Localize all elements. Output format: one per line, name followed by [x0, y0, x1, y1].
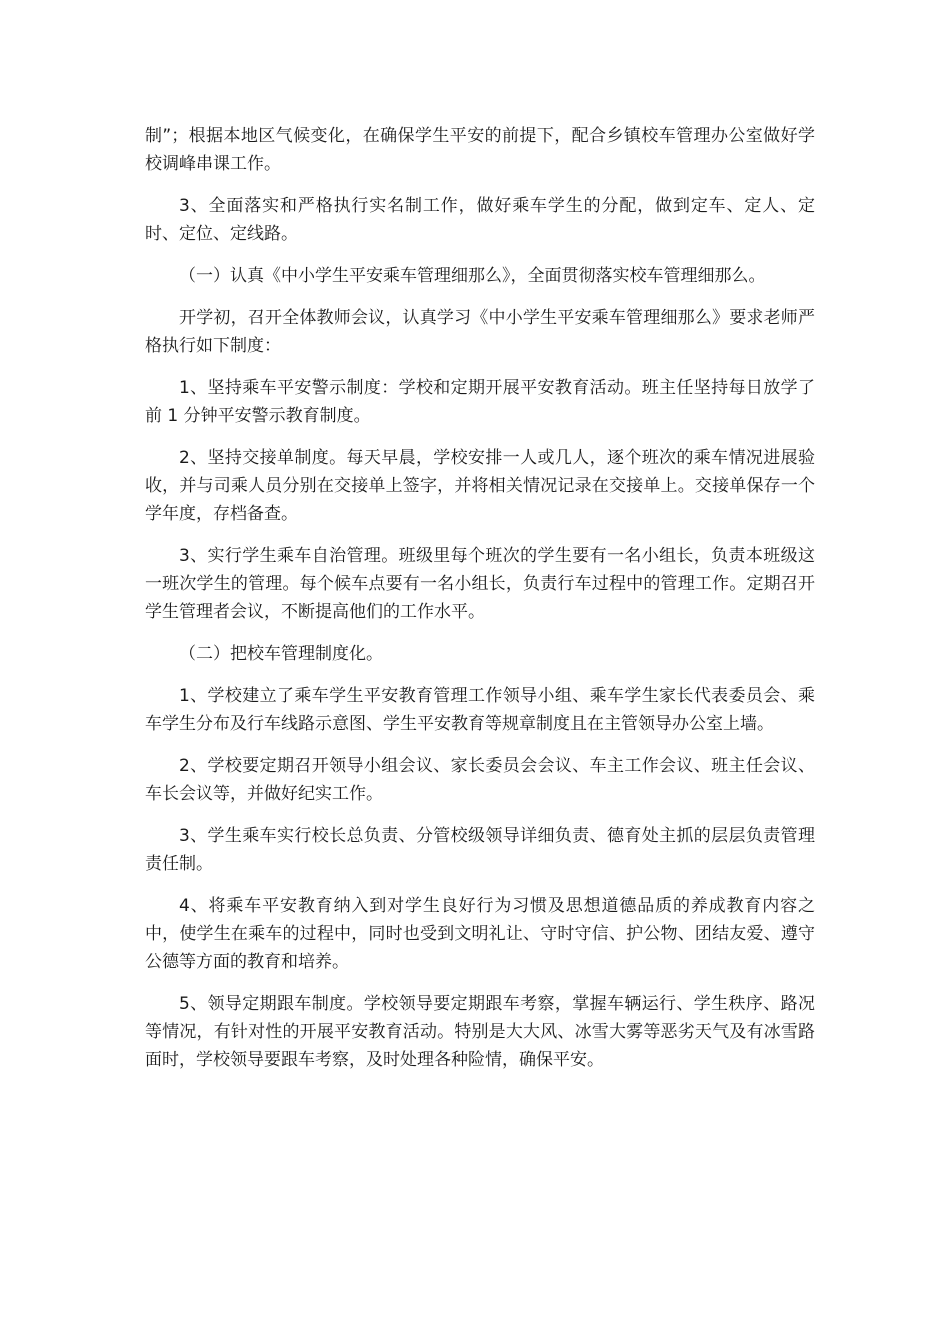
- paragraph-teacher-meeting: 开学初，召开全体教师会议，认真学习《中小学生平安乘车管理细那么》要求老师严格执行如下制度：: [145, 308, 815, 356]
- paragraph-continuation: 制”；根据本地区气候变化，在确保学生平安的前提下，配合乡镇校车管理办公室做好学校调峰串课工作。: [145, 126, 815, 174]
- paragraph-safety-education: 4、将乘车平安教育纳入到对学生良好行为习惯及思想道德品质的养成教育内容之中，使学生在乘车的过程中，同时也受到文明礼让、守时守信、护公物、团结友爱、遵守公德等方面的教育和培养。: [145, 896, 815, 972]
- document-body: [145, 122, 815, 1088]
- paragraph-regular-meetings: 2、学校要定期召开领导小组会议、家长委员会会议、车主工作会议、班主任会议、车长会议等，并做好纪实工作。: [145, 756, 815, 804]
- paragraph-warning-system: 1、坚持乘车平安警示制度：学校和定期开展平安教育活动。班主任坚持每日放学了前 1 分钟平安警示教育制度。: [145, 378, 815, 426]
- paragraph-leader-ride-along: 5、领导定期跟车制度。学校领导要定期跟车考察，掌握车辆运行、学生秩序、路况等情况，有针对性的开展平安教育活动。特别是大大风、冰雪大雾等恶劣天气及有冰雪路面时，学校领导要跟车考察，及时处理各种险情，确保平安。: [145, 994, 815, 1070]
- section-heading-2: （二）把校车管理制度化。: [179, 644, 383, 664]
- paragraph-real-name-system: 3、全面落实和严格执行实名制工作，做好乘车学生的分配，做到定车、定人、定时、定位、定线路。: [145, 196, 815, 244]
- paragraph-self-management: 3、实行学生乘车自治管理。班级里每个班次的学生要有一名小组长，负责本班级这一班次学生的管理。每个候车点要有一名小组长，负责行车过程中的管理工作。定期召开学生管理者会议，不断提高他们的工作水平。: [145, 546, 815, 622]
- paragraph-handover-system: 2、坚持交接单制度。每天早晨，学校安排一人或几人，逐个班次的乘车情况进展验收，并与司乘人员分别在交接单上签字，并将相关情况记录在交接单上。交接单保存一个学年度，存档备查。: [145, 448, 815, 524]
- paragraph-responsibility-system: 3、学生乘车实行校长总负责、分管校级领导详细负责、德育处主抓的层层负责管理责任制。: [145, 826, 815, 874]
- section-heading-1: （一）认真《中小学生平安乘车管理细那么》，全面贯彻落实校车管理细那么。: [179, 266, 766, 286]
- paragraph-leadership-group: 1、学校建立了乘车学生平安教育管理工作领导小组、乘车学生家长代表委员会、乘车学生分布及行车线路示意图、学生平安教育等规章制度且在主管领导办公室上墙。: [145, 686, 815, 734]
